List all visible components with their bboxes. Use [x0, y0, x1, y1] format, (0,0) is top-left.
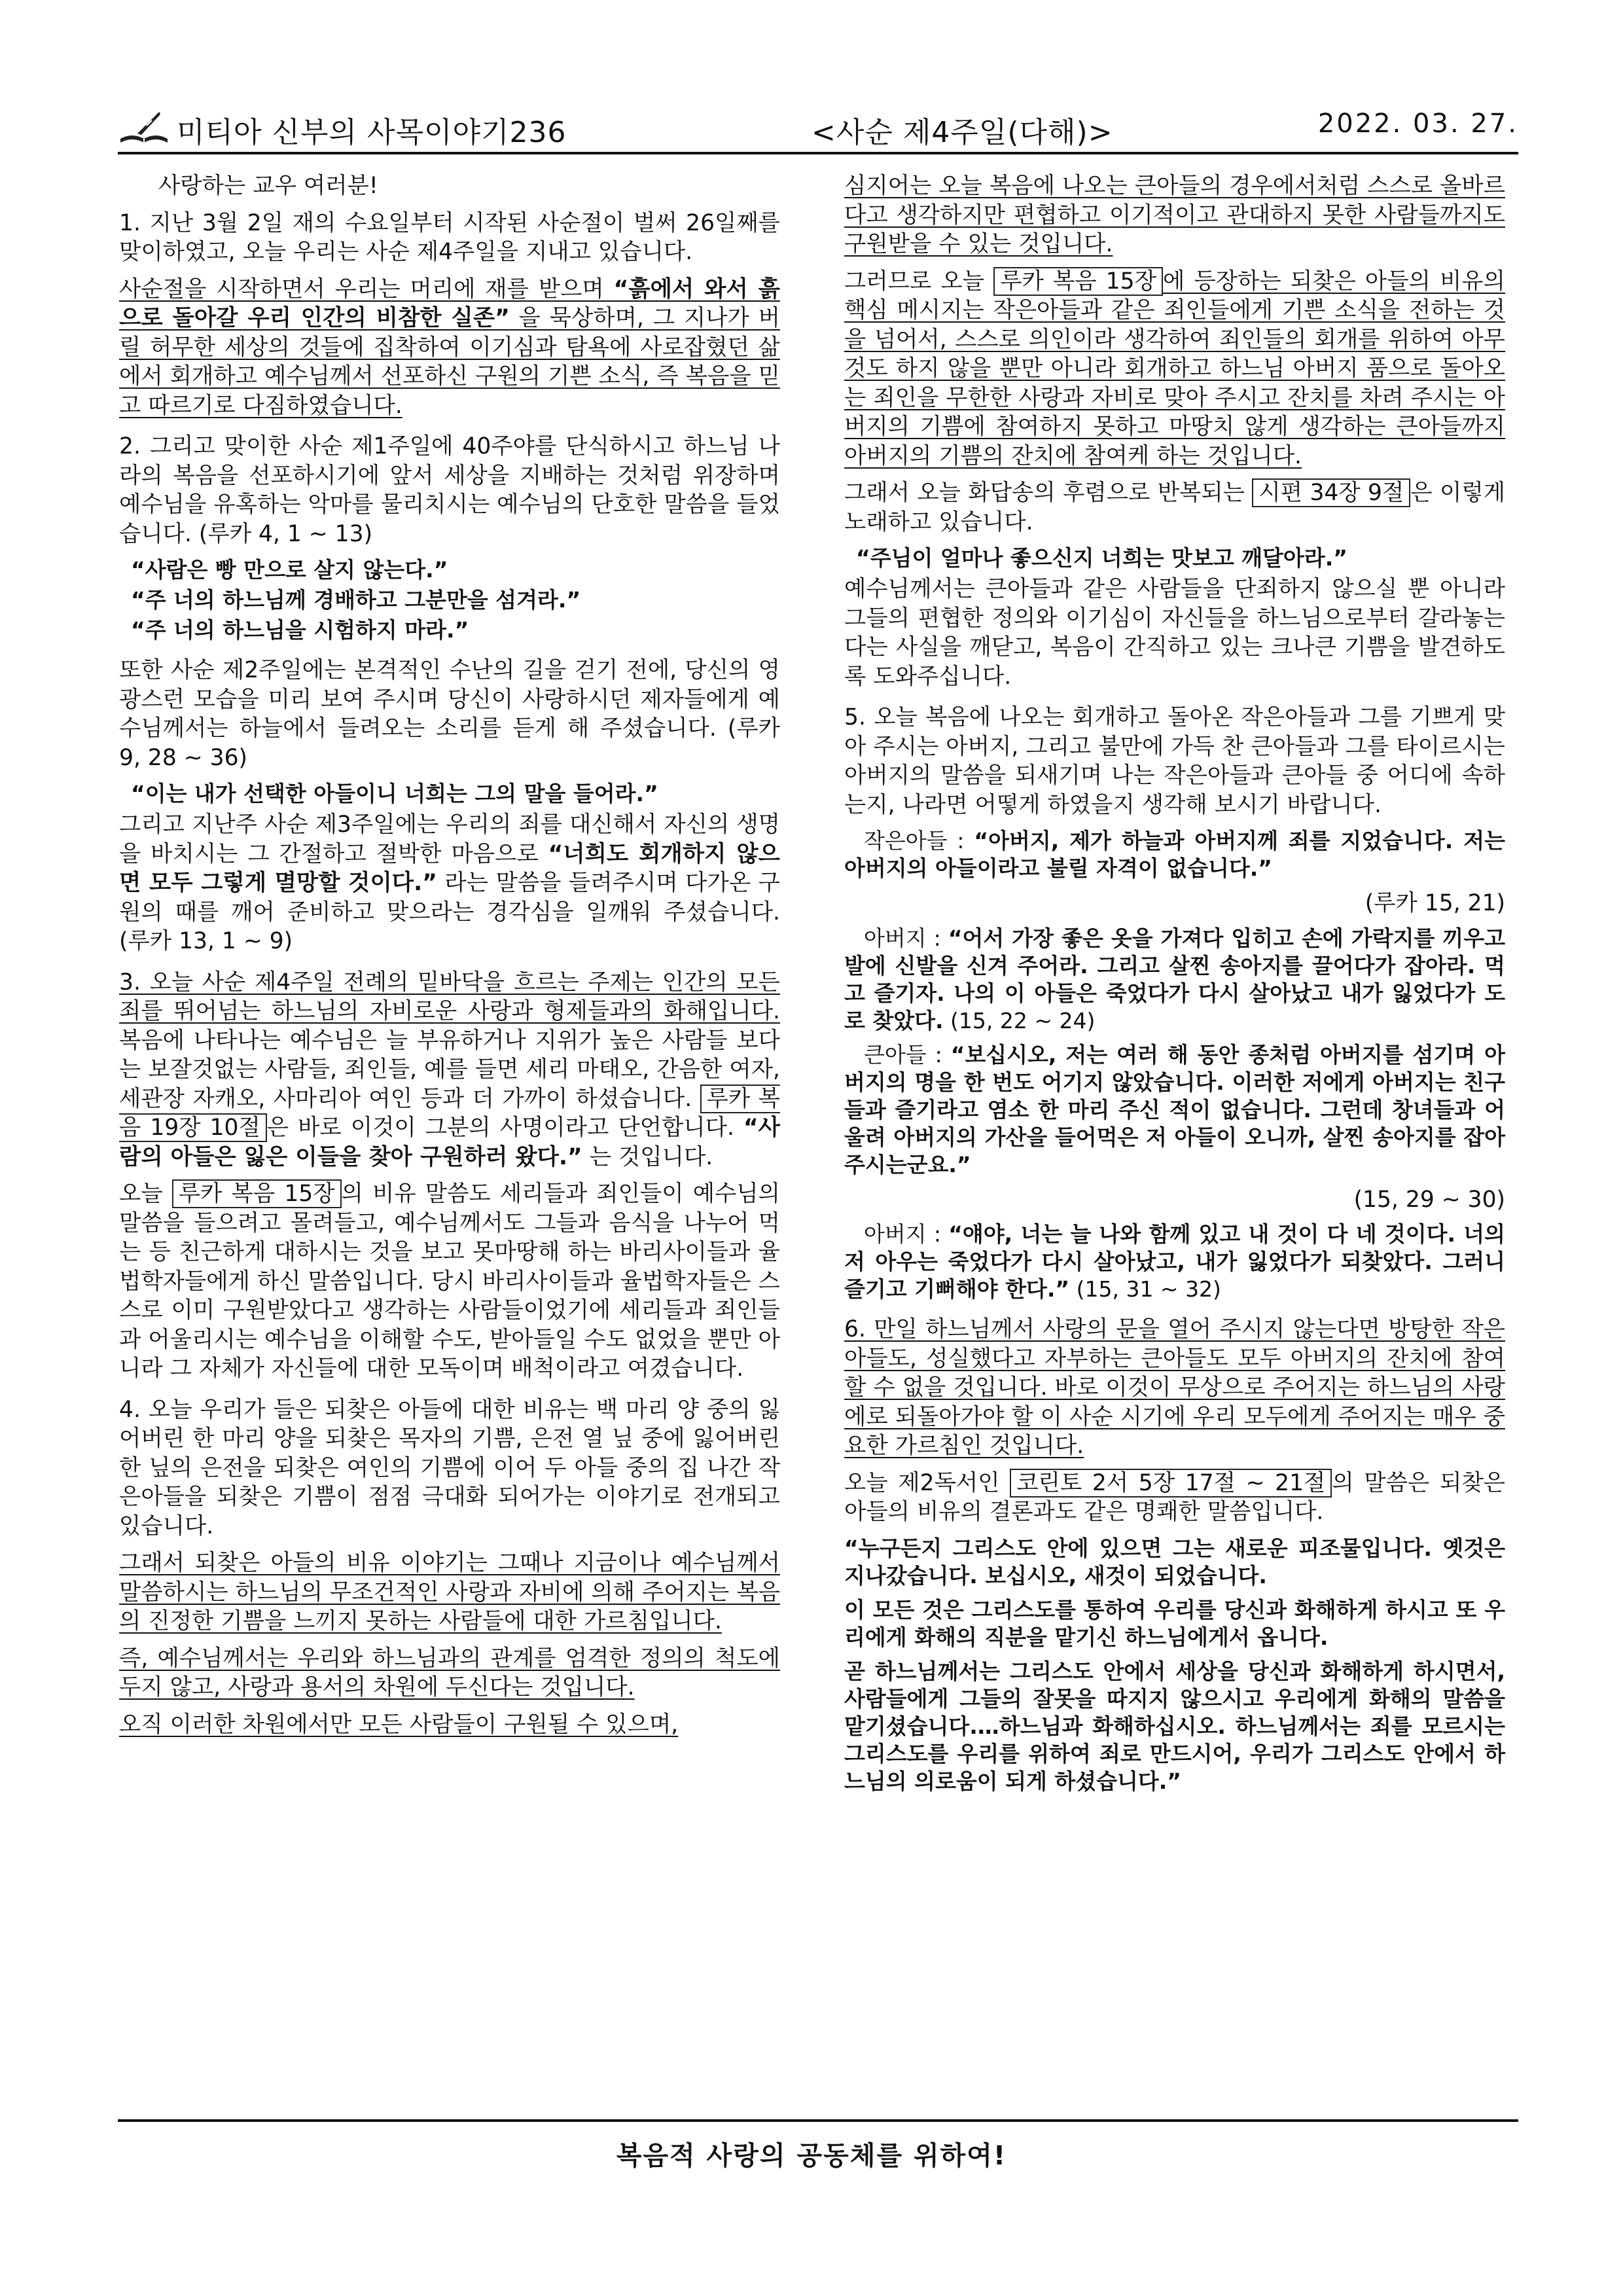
header	[118, 105, 1518, 151]
left-column	[119, 171, 780, 1747]
dialogue-father-2: 아버지 : “얘야, 너는 늘 나와 함께 있고 내 것이 다 네 것이다. 너의 저 아우는 죽었다가 다시 살아났고, 내가 잃었다가 되찾았다. 그러니 즐기고 기뻐해야 한다.” (15, 31 ~ 32)	[844, 1221, 1506, 1302]
section-4-teaching: 그래서 되찾은 아들의 비유 이야기는 그때나 지금이나 예수님께서 말씀하시는 하느님의 무조건적인 사랑과 자비에 의해 주어지는 복음의 진정한 기쁨을 느끼지 못하는 사람들에 대한 가르침입니다.	[119, 1550, 780, 1634]
section-1-body: 사순절을 시작하면서 우리는 머리에 재를 받으며 “흙에서 와서 흙으로 돌아갈 우리 인간의 비참한 실존” 을 묵상하며, 그 지나가 버릴 허무한 세상의 것들에 집착하여 이기심과 탐욕에 사로잡혔던 삶에서 회개하고 예수님께서 선포하신 구원의 기쁜 소식, 즉 복음을 믿고 따르기로 다짐하였습니다.	[119, 276, 780, 419]
date: 2022. 03. 27.	[1317, 109, 1518, 139]
section-3-theme: 3. 오늘 사순 제4주일 전례의 밑바닥을 흐르는 주제는 인간의 모든 죄를 뛰어넘는 하느님의 자비로운 사랑과 형제들과의 화해입니다.	[119, 969, 780, 1024]
second-reading-intro: 오늘 제2독서인 코린토 2서 5장 17절 ~ 21절 의 말씀은 되찾은 아들의 비유의 결론과도 같은 명쾌한 말씀입니다.	[844, 1469, 1505, 1525]
quote-test: “주 너의 하느님을 시험하지 마라.”	[131, 617, 469, 643]
jesus-help: 예수님께서는 큰아들과 같은 사람들을 단죄하지 않으실 뿐 아니라 그들의 편협한 정의와 이기심이 자신들을 하느님으로부터 갈라놓는다는 사실을 깨닫고, 복음이 간직하고 있는 크나큰 기쁨을 발견하도록 도와주십니다.	[844, 576, 1505, 690]
core-message: 그러므로 오늘 루카 복음 15장 에 등장하는 되찾은 아들의 비유의 핵심 메시지는 작은아들과 같은 죄인들에게 기쁜 소식을 전하는 것을 넘어서, 스스로 의인이라 생각하여 죄인들의 회개를 위하여 아무것도 하지 않을 뿐만 아니라 회개하고 하느님 아버지 품으로 돌아오는 죄인을 무한한 사랑과 자비로 맞아 주시고 잔치를 차려 주시는 아버지의 기쁨에 참여하지 못하고 마땅치 않게 생각하는 큰아들까지 아버지의 기쁨의 잔치에 참여케 하는 것입니다.	[844, 268, 1505, 469]
ref-luke-19-10: 루카 복음 19장 10절	[119, 1085, 781, 1141]
section-4-love: 즉, 예수님께서는 우리와 하느님과의 관계를 엄격한 정의의 척도에 두지 않고, 사랑과 용서의 차원에 두신다는 것입니다.	[119, 1645, 780, 1700]
quote-corinthians-3: 곧 하느님께서는 그리스도 안에서 세상을 당신과 화해하게 하시면서, 사람들에게 그들의 잘못을 따지지 않으시고 우리에게 화해의 말씀을 맡기셨습니다.…하느님과 화해하십시오. 하느님께서는 죄를 모르시는 그리스도를 우리를 위하여 죄로 만드시어, 우리가 그리스도 안에서 하느님의 의로움이 되게 하셨습니다.”	[844, 1658, 1505, 1794]
ref-luke-15-21: (루카 15, 21)	[1364, 890, 1505, 916]
dialogue-younger-son: 작은아들 : “아버지, 제가 하늘과 아버지께 죄를 지었습니다. 저는 아버지의 아들이라고 불릴 자격이 없습니다.”	[844, 828, 1505, 881]
section-4-salvation: 오직 이러한 차원에서만 모든 사람들이 구원될 수 있으며,	[119, 1711, 679, 1738]
section-5-intro: 5. 오늘 복음에 나오는 회개하고 돌아온 작은아들과 그를 기쁘게 맞아 주시는 아버지, 그리고 불만에 가득 찬 큰아들과 그를 타이르시는 아버지의 말씀을 되새기며 나는 작은아들과 큰아들 중 어디에 속하는지, 나라면 어떻게 하였을지 생각해 보시기 바랍니다.	[844, 704, 1505, 818]
quote-worship: “주 너의 하느님께 경배하고 그분만을 섬겨라.”	[131, 587, 581, 613]
quote-psalm: “주님이 얼마나 좋으신지 너희는 맛보고 깨달아라.”	[856, 545, 1347, 571]
dialogue-elder-son: 큰아들 : “보십시오, 저는 여러 해 동안 종처럼 아버지를 섬기며 아버지의 명을 한 번도 어기지 않았습니다. 이러한 저에게 아버지는 친구들과 즐기라고 염소 한 마리 주신 적이 없습니다. 그런데 창녀들과 어울려 아버지의 가산을 들어먹은 저 아들이 오니까, 살찐 송아지를 잡아 주시는군요.”	[844, 1041, 1506, 1177]
section-1-intro: 1. 지난 3월 2일 재의 수요일부터 시작된 사순절이 벌써 26일째를 맞이하였고, 오늘 우리는 사순 제4주일을 지내고 있습니다.	[119, 209, 780, 265]
ref-luke-15-29: (15, 29 ~ 30)	[1353, 1186, 1505, 1213]
psalm-intro: 그래서 오늘 화답송의 후렴으로 반복되는 시편 34장 9절 은 이렇게 노래하고 있습니다.	[844, 480, 1506, 535]
section-3-pharisees: 오늘 루카 복음 15장 의 비유 말씀도 세리들과 죄인들이 예수님의 말씀을 들으려고 몰려들고, 예수님께서도 그들과 음식을 나누어 먹는 등 친근하게 대하시는 것을 보고 못마땅해 하는 바리사이들과 율법학자들에게 하신 말씀입니다. 당시 바리사이들과 율법학자들은 스스로 이미 구원받았다고 생각하는 사람들이었기에 세리들과 죄인들과 어울리시는 예수님을 이해할 수도, 받아들일 수도 없었을 뿐만 아니라 그 자체가 자신들에 대한 모독이며 배척이라고 여겼습니다.	[119, 1181, 781, 1382]
elder-son-note: 심지어는 오늘 복음에 나오는 큰아들의 경우에서처럼 스스로 올바르다고 생각하지만 편협하고 이기적이고 관대하지 못한 사람들까지도 구원받을 수 있는 것입니다.	[844, 173, 1505, 257]
quote-chosen-son: “이는 내가 선택한 아들이니 너희는 그의 말을 들어라.”	[131, 781, 658, 806]
header-rule	[118, 152, 1518, 154]
footer-rule	[118, 2119, 1518, 2122]
ref-luke-15-right: 루카 복음 15장	[993, 267, 1163, 296]
liturgy-title: <사순 제4주일(다해)>	[812, 116, 1113, 149]
ref-psalm-34-9: 시편 34장 9절	[1252, 478, 1410, 507]
dialogue-father-1: 아버지 : “어서 가장 좋은 옷을 가져다 입히고 손에 가락지를 끼우고 발에 신발을 신겨 주어라. 그리고 살찐 송아지를 끌어다가 잡아라. 먹고 즐기자. 나의 이 아들은 죽었다가 다시 살아났고 내가 잃었다가 도로 찾았다. (15, 22 ~ 24)	[844, 925, 1505, 1033]
book-quill-icon	[118, 110, 170, 146]
greeting: 사랑하는 교우 여러분!	[158, 173, 378, 199]
quote-bread: “사람은 빵 만으로 살지 않는다.”	[131, 557, 448, 583]
footer-motto: 복음적 사랑의 공동체를 위하여!	[616, 2141, 1007, 2171]
section-2-intro: 2. 그리고 맞이한 사순 제1주일에 40주야를 단식하시고 하느님 나라의 복음을 선포하시기에 앞서 세상을 지배하는 것처럼 위장하며 예수님을 유혹하는 악마를 물리치시는 예수님의 단호한 말씀을 들었습니다. (루카 4, 1 ~ 13)	[119, 433, 780, 547]
ref-luke-15: 루카 복음 15장	[172, 1179, 342, 1208]
section-3-body: 3. 오늘 사순 제4주일 전례의 밑바닥을 흐르는 주제는 인간의 모든 죄를 뛰어넘는 하느님의 자비로운 사랑과 형제들과의 화해입니다. 복음에 나타나는 예수님은 늘 부유하거나 지위가 높은 사람들 보다는 보잘것없는 사람들, 죄인들, 예를 들면 세리 마태오, 간음한 여자, 세관장 자캐오, 사마리아 여인 등과 더 가까이 하셨습니다. 루카 복음 19장 10절 은 바로 이것이 그분의 사명이라고 단언합니다. “사람의 아들은 잃은 이들을 찾아 구원하러 왔다.” 는 것입니다.	[119, 969, 781, 1170]
section-2-third-sunday: 그리고 지난주 사순 제3주일에는 우리의 죄를 대신해서 자신의 생명을 바치시는 그 간절하고 절박한 마음으로 “너희도 회개하지 않으면 모두 그렇게 멸망할 것이다.” 라는 말씀을 들려주시며 다가온 구원의 때를 깨어 준비하고 맞으라는 경각심을 일깨워 주셨습니다. (루카 13, 1 ~ 9)	[119, 812, 780, 954]
quote-corinthians-1: “누구든지 그리스도 안에 있으면 그는 새로운 피조물입니다. 옛것은 지나갔습니다. 보십시오, 새것이 되었습니다.	[844, 1535, 1505, 1588]
right-column	[844, 171, 1505, 1802]
quote-son-of-man: “사람의 아들은 잃은 이들을 찾아 구원하러 왔다.”	[119, 1115, 781, 1170]
ref-2-corinthians: 코린토 2서 5장 17절 ~ 21절	[1010, 1469, 1332, 1498]
section-6: 6. 만일 하느님께서 사랑의 문을 열어 주시지 않는다면 방탕한 작은 아들도, 성실했다고 자부하는 큰아들도 모두 아버지의 잔치에 참여할 수 없을 것입니다. 바로 이것이 무상으로 주어지는 하느님의 사랑에로 되돌아가야 할 이 사순 시기에 우리 모두에게 주어지는 매우 중요한 가르침인 것입니다.	[844, 1316, 1505, 1459]
quote-corinthians-2: 이 모든 것은 그리스도를 통하여 우리를 당신과 화해하게 하시고 또 우리에게 화해의 직분을 맡기신 하느님에게서 옵니다.	[844, 1596, 1505, 1650]
section-4-intro: 4. 오늘 우리가 들은 되찾은 아들에 대한 비유는 백 마리 양 중의 잃어버린 한 마리 양을 되찾은 목자의 기쁨, 은전 열 닢 중에 잃어버린 한 닢의 은전을 되찾은 여인의 기쁨에 이어 두 아들 중의 집 나간 작은아들을 되찾은 기쁨이 점점 극대화 되어가는 이야기로 전개되고 있습니다.	[119, 1396, 780, 1539]
section-1-quote: “흙에서 와서 흙으로 돌아갈 우리 인간의 비참한 실존”	[119, 276, 780, 331]
section-2-transfiguration: 또한 사순 제2주일에는 본격적인 수난의 길을 걷기 전에, 당신의 영광스런 모습을 미리 보여 주시며 당신이 사랑하시던 제자들에게 예수님께서는 하늘에서 들려오는 소리를 듣게 해 주셨습니다. (루카 9, 28 ~ 36)	[119, 657, 780, 771]
quote-repent: “너희도 회개하지 않으면 모두 그렇게 멸망할 것이다.”	[119, 840, 780, 896]
series-title: 미티아 신부의 사목이야기236	[177, 116, 567, 149]
